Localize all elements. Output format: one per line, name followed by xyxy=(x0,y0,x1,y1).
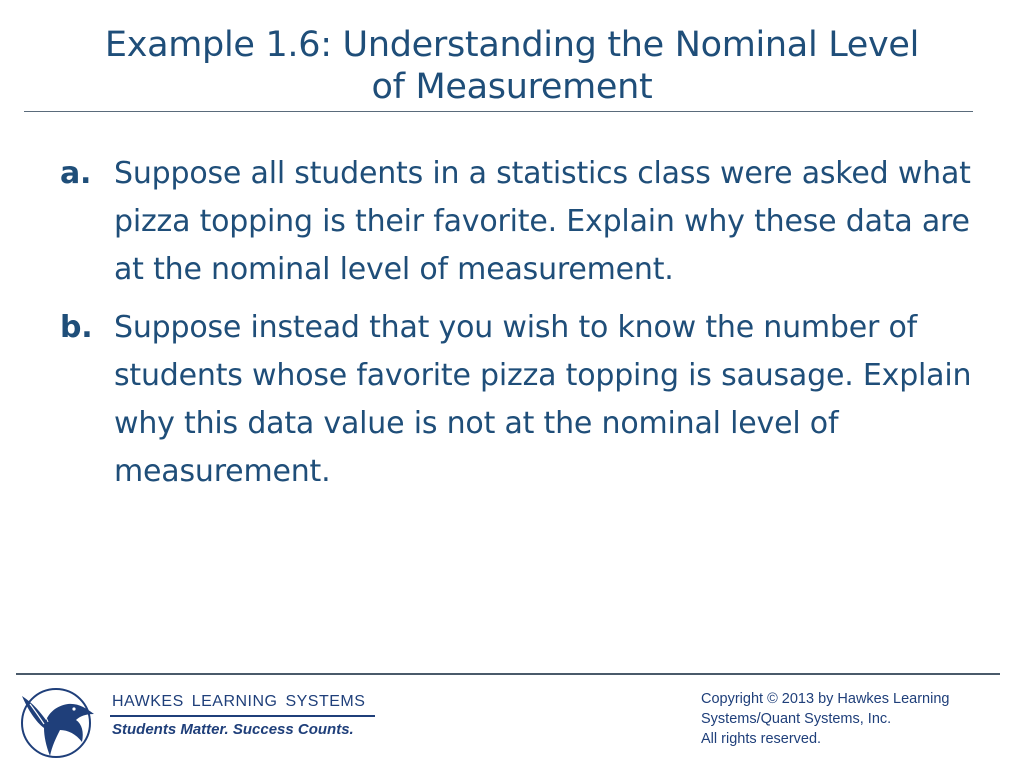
list-item-text: Suppose all students in a statistics class were asked what pizza topping is their favorite. Explain why these data are at the nominal level of measurement. xyxy=(114,156,971,287)
footer-divider xyxy=(16,673,1000,675)
company-name: HAWKES LEARNING SYSTEMS xyxy=(112,693,366,710)
copyright-line-1: Copyright © 2013 by Hawkes Learning xyxy=(701,691,950,707)
title-divider xyxy=(24,111,973,112)
hawk-logo-icon xyxy=(16,682,100,762)
slide-title-line-2: of Measurement xyxy=(371,67,653,107)
company-tagline: Students Matter. Success Counts. xyxy=(112,721,354,738)
slide-title xyxy=(40,24,984,108)
company-underline xyxy=(110,715,375,717)
slide-title-line-1: Example 1.6: Understanding the Nominal Level xyxy=(104,25,920,65)
list-item-label: b. xyxy=(60,310,93,345)
slide-body xyxy=(60,150,990,506)
list-item-text: Suppose instead that you wish to know the number of students whose favorite pizza topping is sausage. Explain why this data value is not at the nominal level of measurement. xyxy=(114,310,972,489)
list-item-label: a. xyxy=(60,156,92,191)
copyright-line-3: All rights reserved. xyxy=(701,731,822,747)
copyright-line-2: Systems/Quant Systems, Inc. xyxy=(701,711,892,727)
copyright-notice xyxy=(701,689,1001,749)
list-item-a xyxy=(60,150,990,294)
list-item-b xyxy=(60,304,990,496)
